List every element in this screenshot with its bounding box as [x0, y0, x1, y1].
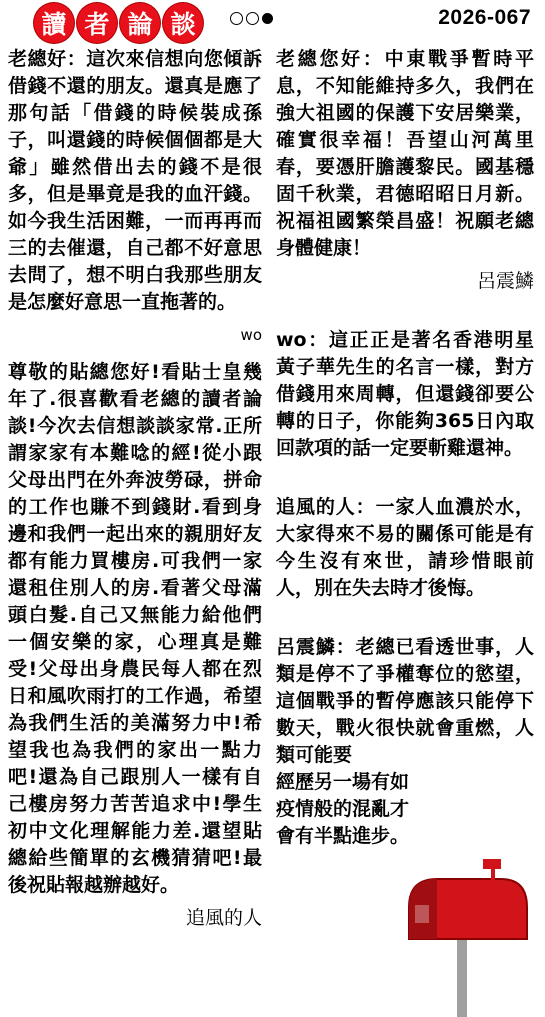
reply-text: 追風的人：一家人血濃於水，大家得來不易的關係可能是有今生沒有來世，請珍惜眼前人，別在失去時才後悔。 [276, 496, 534, 599]
letter-entry [8, 46, 262, 349]
letter-text: 尊敬的貼總您好!看貼士皇幾年了.很喜歡看老總的讀者論談!今次去信想談談家常.正所謂家家有本難唸的經!從小跟父母出門在外奔波勞碌，拼命的工作也賺不到錢財.看到身邊和我們一起出來的親朋好友都有能力買樓房.可我們一家還租住別人的房.看著父母滿頭白髮.自己又無能力給他們一個安樂的家，心理真是難受!父母出身農民每人都在烈日和風吹雨打的工作過，希望為我們生活的美滿努力中!希望我也為我們的家出一點力吧!還為自己跟別人一樣有自己樓房努力苦苦追求中!學生初中文化理解能力差.還望貼總給些簡單的玄機猜猜吧!最後祝貼報越辦越好。 [8, 361, 262, 896]
circle-outline-icon [230, 12, 243, 25]
title-badge-3: 論 [120, 3, 160, 43]
reply-entry [276, 327, 534, 462]
letter-text: 老總好：這次來信想向您傾訴借錢不還的朋友。還真是應了那句話「借錢的時候裝成孫子，叫還錢的時候個個都是大爺」雖然借出去的錢不是很多，但是畢竟是我的血汗錢。如今我生活困難，一而再再而三的去催還，自己都不好意思去問了，想不明白我那些朋友是怎麼好意思一直拖著的。 [8, 48, 262, 313]
title-badge-1: 讀 [34, 3, 74, 43]
mailbox-icon [399, 855, 531, 1017]
reply-text: wo：這正正是著名香港明星黃子華先生的名言一樣，對方借錢用來周轉，但還錢卻要公轉的日子，你能夠365日內取回款項的話一定要斬雞還神。 [276, 329, 534, 459]
letter-signature: wo [240, 326, 262, 344]
right-column [276, 46, 534, 850]
reply-entry-continued [276, 769, 534, 850]
reply-text: 經歷另一場有如疫情般的混亂才會有半點進步。 [276, 771, 410, 847]
title-badge-2: 者 [77, 3, 117, 43]
reply-entry [276, 494, 534, 602]
letter-entry [8, 359, 262, 932]
left-column [8, 46, 262, 932]
decorative-dots [230, 12, 273, 25]
reply-text: 呂震鱗：老總已看透世事，人類是停不了爭權奪位的慾望，這個戰爭的暫停應該只能停下數天，戰火很快就會重燃，人類可能要 [276, 636, 534, 766]
letter-signature: 呂震鱗 [476, 270, 534, 292]
column-title-badges [34, 3, 203, 43]
letter-text: 老總您好：中東戰爭暫時平息，不知能維持多久，我們在強大祖國的保護下安居樂業，確實很幸福！吾望山河萬里春，要憑肝膽護黎民。國基穩固千秋業，君德昭昭日月新。祝福祖國繁榮昌盛！祝願老總身體健康！ [276, 48, 534, 259]
letter-entry [276, 46, 534, 295]
reply-entry [276, 634, 534, 769]
circle-filled-icon [262, 13, 273, 24]
circle-outline-icon [246, 12, 259, 25]
letter-signature: 追風的人 [185, 907, 262, 929]
issue-number: 2026-067 [438, 6, 531, 29]
title-badge-4: 談 [163, 3, 203, 43]
